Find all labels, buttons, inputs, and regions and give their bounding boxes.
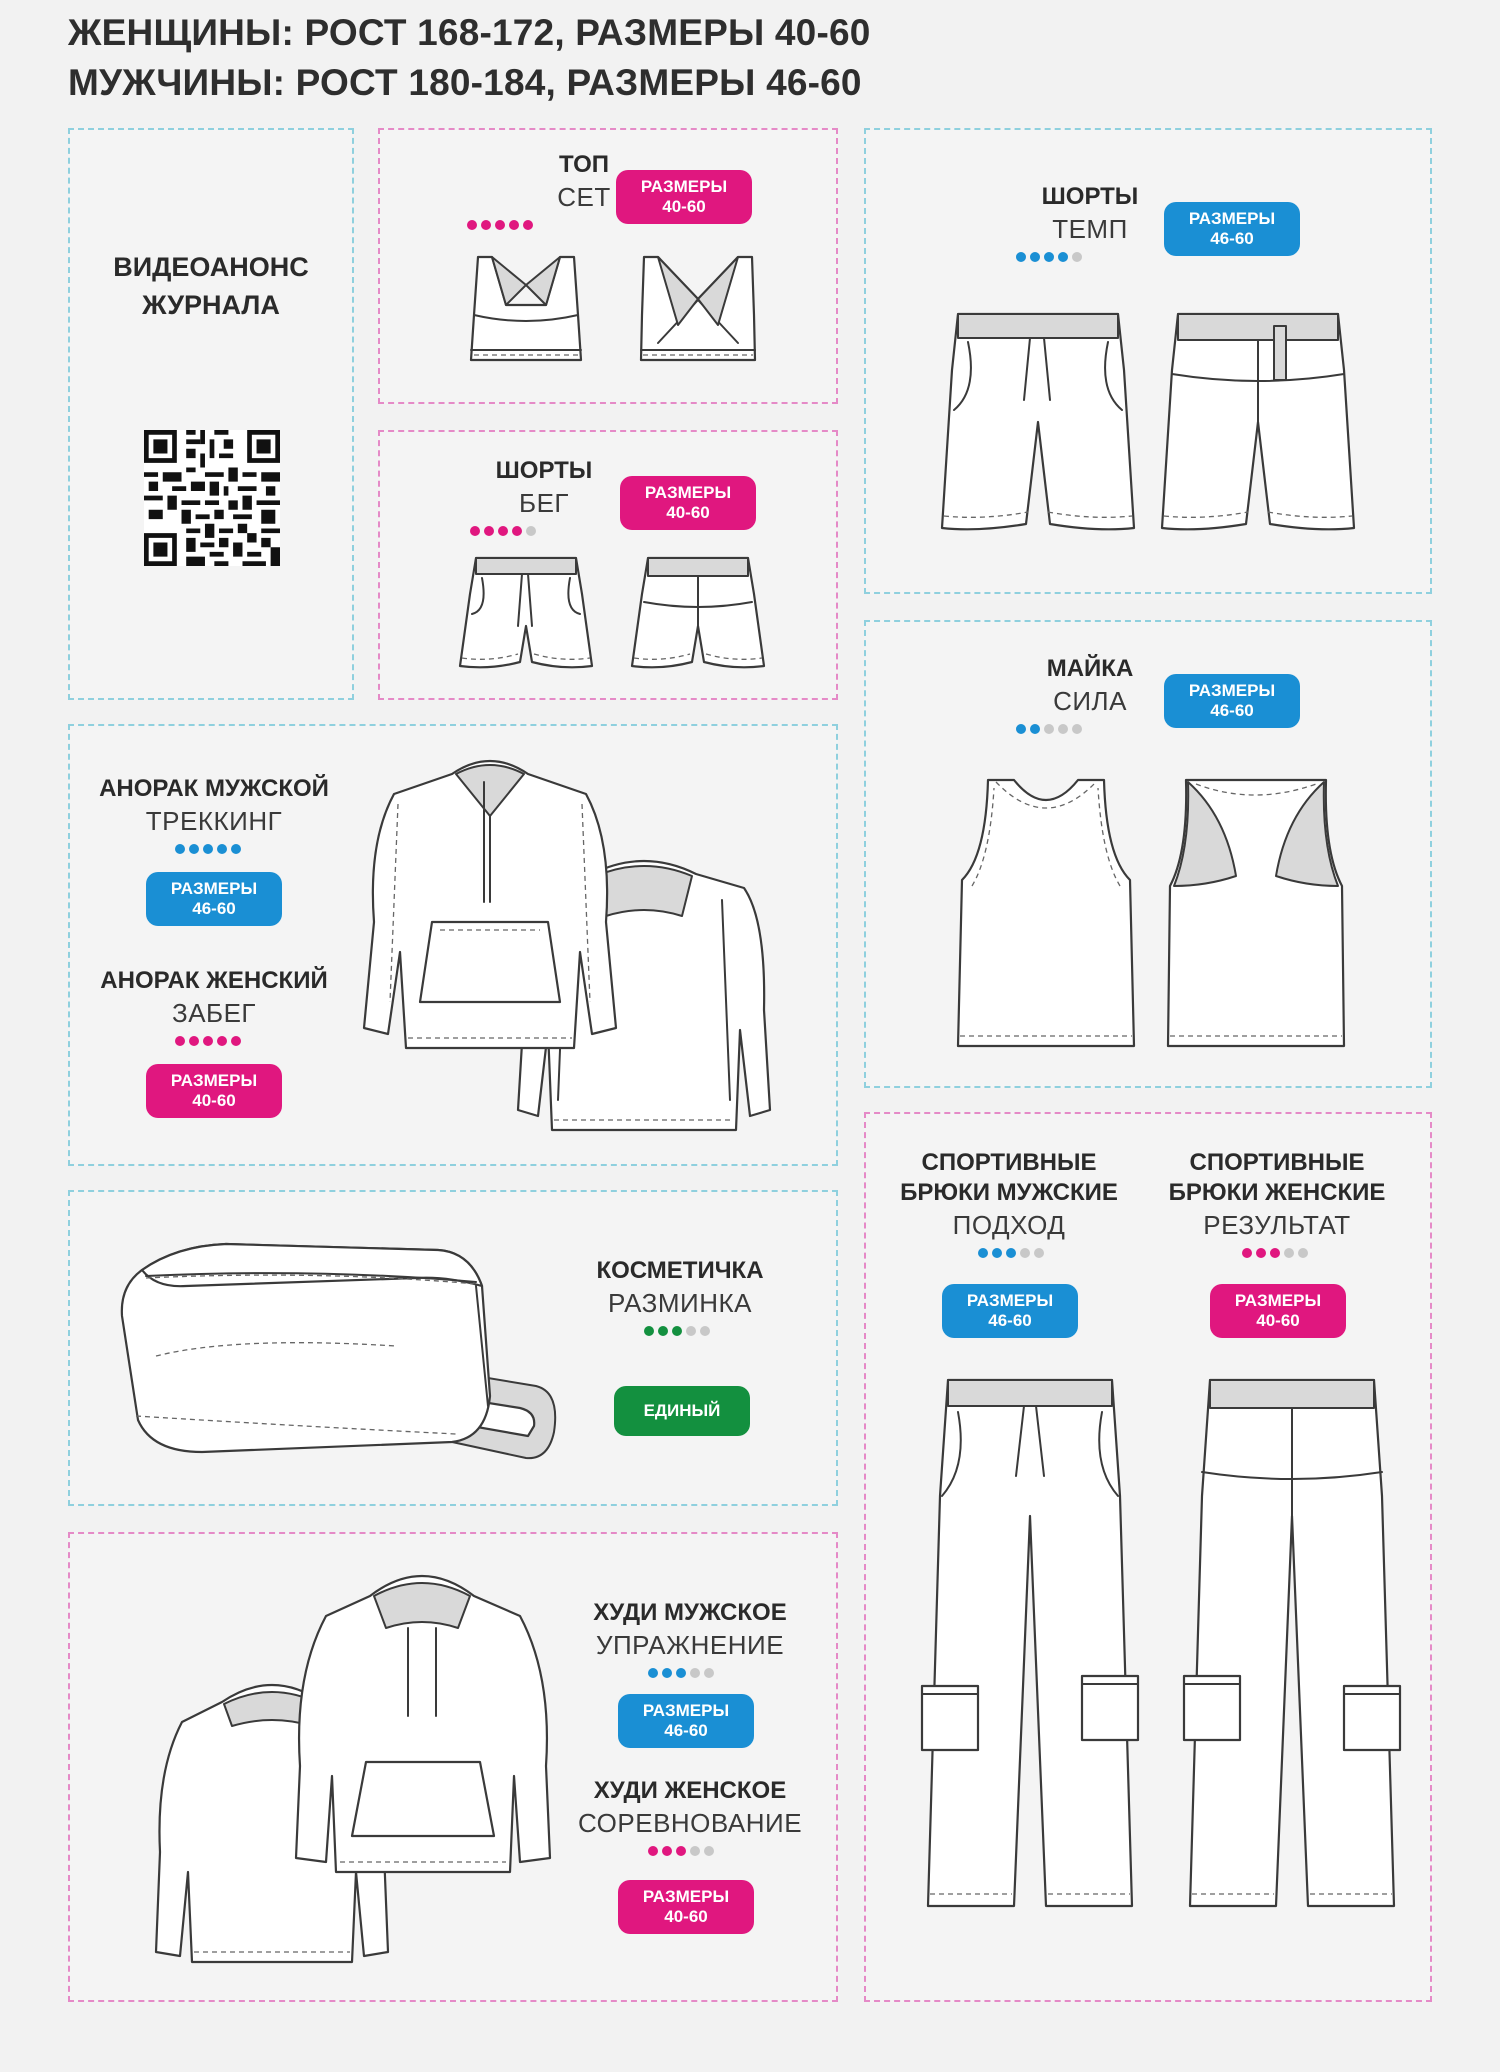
anorak-men-difficulty — [175, 844, 241, 854]
tank-back-sketch — [1166, 776, 1346, 1052]
hoodie-women-size-badge: РАЗМЕРЫ 40-60 — [618, 1880, 754, 1934]
anorak-women-difficulty — [175, 1036, 241, 1046]
top-card — [378, 128, 838, 404]
difficulty-dot — [526, 526, 536, 536]
hoodie-women-difficulty — [648, 1846, 714, 1856]
bag-subtitle: РАЗМИНКА — [608, 1288, 752, 1318]
difficulty-dot — [203, 1036, 213, 1046]
difficulty-dot — [1016, 724, 1026, 734]
hoodie-men-subtitle: УПРАЖНЕНИЕ — [595, 1630, 785, 1660]
difficulty-dot — [686, 1326, 696, 1336]
difficulty-dot — [704, 1668, 714, 1678]
tank-subtitle: СИЛА — [1053, 686, 1127, 716]
difficulty-dot — [1256, 1248, 1266, 1258]
pants-men-title: СПОРТИВНЫЕ БРЮКИ МУЖСКИЕ — [900, 1149, 1118, 1206]
difficulty-dot — [523, 220, 533, 230]
hoodie-men-difficulty — [648, 1668, 714, 1678]
anorak-front-sketch — [360, 752, 620, 1052]
shorts-women-title: ШОРТЫ — [495, 457, 593, 484]
top-size-badge: РАЗМЕРЫ 40-60 — [616, 170, 752, 224]
difficulty-dot — [1044, 724, 1054, 734]
hoodie-men-size-badge: РАЗМЕРЫ 46-60 — [618, 1694, 754, 1748]
top-difficulty — [467, 220, 533, 230]
header-men: МУЖЧИНЫ: РОСТ 180-184, РАЗМЕРЫ 46-60 — [68, 62, 862, 103]
hoodie-card — [68, 1532, 838, 2002]
difficulty-dot — [1016, 252, 1026, 262]
pants-men-difficulty — [978, 1248, 1044, 1258]
anorak-women-title: АНОРАК ЖЕНСКИЙ — [100, 967, 328, 994]
difficulty-dot — [484, 526, 494, 536]
difficulty-dot — [1072, 252, 1082, 262]
hoodie-front-sketch — [288, 1566, 558, 1876]
difficulty-dot — [1044, 252, 1054, 262]
difficulty-dot — [217, 1036, 227, 1046]
top-title: ТОП — [559, 151, 609, 178]
shorts-women-difficulty — [470, 526, 536, 536]
shorts-women-back-sketch — [630, 554, 766, 674]
bag-card — [68, 1190, 838, 1506]
hoodie-women-subtitle: СОРЕВНОВАНИЕ — [577, 1808, 803, 1838]
tank-front-sketch — [956, 776, 1136, 1052]
shorts-men-size-badge: РАЗМЕРЫ 46-60 — [1164, 202, 1300, 256]
difficulty-dot — [495, 220, 505, 230]
difficulty-dot — [658, 1326, 668, 1336]
difficulty-dot — [509, 220, 519, 230]
difficulty-dot — [672, 1326, 682, 1336]
difficulty-dot — [700, 1326, 710, 1336]
video-card — [68, 128, 354, 700]
anorak-women-subtitle: ЗАБЕГ — [171, 998, 257, 1028]
difficulty-dot — [231, 1036, 241, 1046]
difficulty-dot — [203, 844, 213, 854]
bag-size-badge: ЕДИНЫЙ — [614, 1386, 750, 1436]
difficulty-dot — [217, 844, 227, 854]
pants-women-subtitle: РЕЗУЛЬТАТ — [1203, 1210, 1351, 1240]
difficulty-dot — [1058, 724, 1068, 734]
difficulty-dot — [189, 844, 199, 854]
difficulty-dot — [1284, 1248, 1294, 1258]
top-subtitle: СЕТ — [557, 182, 611, 212]
anorak-men-size-badge: РАЗМЕРЫ 46-60 — [146, 872, 282, 926]
difficulty-dot — [498, 526, 508, 536]
difficulty-dot — [648, 1668, 658, 1678]
shorts-men-title: ШОРТЫ — [1041, 183, 1139, 210]
difficulty-dot — [1242, 1248, 1252, 1258]
difficulty-dot — [231, 844, 241, 854]
shorts-women-card — [378, 430, 838, 700]
shorts-men-front-sketch — [938, 310, 1138, 540]
pants-men-size-badge: РАЗМЕРЫ 46-60 — [942, 1284, 1078, 1338]
difficulty-dot — [644, 1326, 654, 1336]
difficulty-dot — [704, 1846, 714, 1856]
shorts-men-card — [864, 128, 1432, 594]
difficulty-dot — [978, 1248, 988, 1258]
tank-size-badge: РАЗМЕРЫ 46-60 — [1164, 674, 1300, 728]
anorak-women-size-badge: РАЗМЕРЫ 40-60 — [146, 1064, 282, 1118]
difficulty-dot — [1030, 724, 1040, 734]
bag-difficulty — [644, 1326, 710, 1336]
difficulty-dot — [662, 1668, 672, 1678]
tank-difficulty — [1016, 724, 1082, 734]
difficulty-dot — [1020, 1248, 1030, 1258]
pants-men-subtitle: ПОДХОД — [952, 1210, 1066, 1240]
difficulty-dot — [481, 220, 491, 230]
pants-men-sketch — [920, 1376, 1140, 1912]
shorts-women-front-sketch — [458, 554, 594, 674]
hoodie-women-title: ХУДИ ЖЕНСКОЕ — [593, 1777, 787, 1804]
tank-card — [864, 620, 1432, 1088]
difficulty-dot — [690, 1668, 700, 1678]
difficulty-dot — [1058, 252, 1068, 262]
difficulty-dot — [1270, 1248, 1280, 1258]
difficulty-dot — [1072, 724, 1082, 734]
pants-card — [864, 1112, 1432, 2002]
difficulty-dot — [175, 1036, 185, 1046]
top-back-sketch — [638, 255, 758, 380]
difficulty-dot — [676, 1668, 686, 1678]
header-women: ЖЕНЩИНЫ: РОСТ 168-172, РАЗМЕРЫ 40-60 — [68, 12, 871, 53]
bag-title: КОСМЕТИЧКА — [596, 1257, 764, 1284]
difficulty-dot — [690, 1846, 700, 1856]
difficulty-dot — [175, 844, 185, 854]
difficulty-dot — [662, 1846, 672, 1856]
difficulty-dot — [1298, 1248, 1308, 1258]
difficulty-dot — [467, 220, 477, 230]
pants-women-difficulty — [1242, 1248, 1308, 1258]
pants-women-title: СПОРТИВНЫЕ БРЮКИ ЖЕНСКИЕ — [1168, 1149, 1386, 1206]
hoodie-men-title: ХУДИ МУЖСКОЕ — [593, 1599, 787, 1626]
shorts-men-difficulty — [1016, 252, 1082, 262]
difficulty-dot — [676, 1846, 686, 1856]
pants-women-sketch — [1182, 1376, 1402, 1912]
pants-women-size-badge: РАЗМЕРЫ 40-60 — [1210, 1284, 1346, 1338]
difficulty-dot — [470, 526, 480, 536]
difficulty-dot — [189, 1036, 199, 1046]
difficulty-dot — [648, 1846, 658, 1856]
anorak-card — [68, 724, 838, 1166]
top-front-sketch — [466, 255, 586, 380]
shorts-men-back-sketch — [1158, 310, 1358, 540]
anorak-men-title: АНОРАК МУЖСКОЙ — [99, 775, 329, 802]
difficulty-dot — [992, 1248, 1002, 1258]
difficulty-dot — [1034, 1248, 1044, 1258]
difficulty-dot — [512, 526, 522, 536]
qr-code[interactable] — [144, 430, 280, 566]
anorak-men-subtitle: ТРЕККИНГ — [145, 806, 283, 836]
shorts-women-size-badge: РАЗМЕРЫ 40-60 — [620, 476, 756, 530]
tank-title: МАЙКА — [1046, 655, 1134, 682]
difficulty-dot — [1006, 1248, 1016, 1258]
difficulty-dot — [1030, 252, 1040, 262]
video-title: ВИДЕОАНОНС ЖУРНАЛА — [113, 252, 309, 320]
bag-sketch — [116, 1236, 566, 1470]
shorts-women-subtitle: БЕГ — [519, 488, 569, 518]
shorts-men-subtitle: ТЕМП — [1052, 214, 1128, 244]
